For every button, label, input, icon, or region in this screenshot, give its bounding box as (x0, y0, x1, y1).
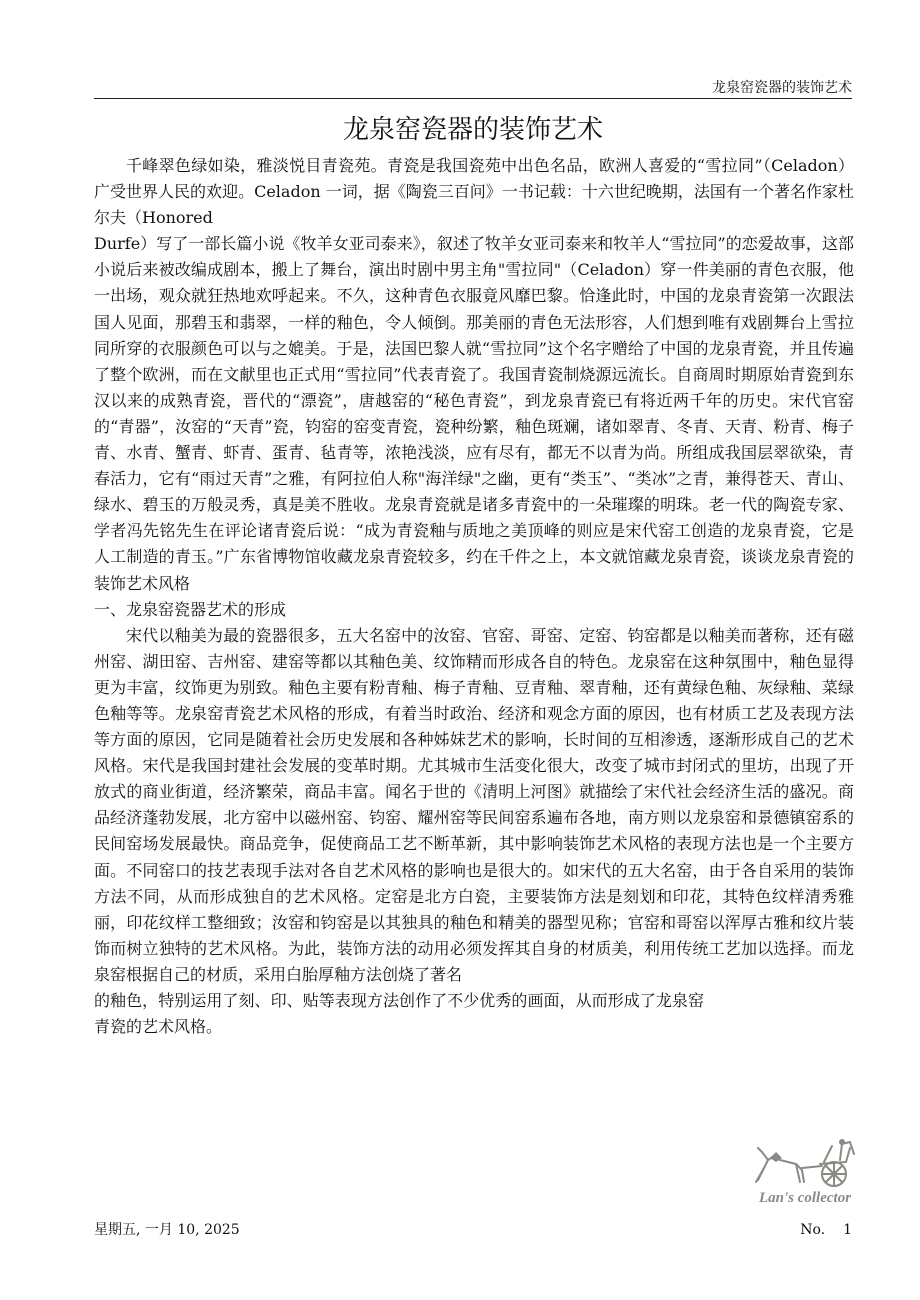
document-title: 龙泉窑瓷器的装饰艺术 (342, 115, 603, 145)
header-divider (94, 98, 852, 99)
watermark-label: Lan's collector (758, 1190, 852, 1206)
document-body (94, 153, 854, 1040)
running-header: 龙泉窑瓷器的装饰艺术 (712, 80, 852, 96)
footer-page-number (800, 1221, 852, 1239)
section-heading: 一、龙泉窑瓷器艺术的形成 (94, 599, 287, 619)
page-label: No. (800, 1222, 826, 1238)
page-number: 1 (843, 1222, 852, 1238)
paragraph-intro-part-2: Durfe）写了一部长篇小说《牧羊女亚司泰来》，叙述了牧羊女亚司泰来和牧羊人“雪拉同”的恋爱故事，这部小说后来被改编成剧本，搬上了舞台，演出时剧中男主角"雪拉同"（Celadon）穿一件美丽的青色衣服，他一出场，观众就狂热地欢呼起来。不久，这种青色衣服竟风靡巴黎。恰逢此时，中国的龙泉青瓷第一次跟法国人见面，那碧玉和翡翠，一样的釉色，令人倾倒。那美丽的青色无法形容，人们想到唯有戏剧舞台上雪拉同所穿的衣服颜色可以与之媲美。于是，法国巴黎人就“雪拉同”这个名字赠给了中国的龙泉青瓷，并且传遍了整个欧洲，而在文献里也正式用“雪拉同”代表青瓷了。我国青瓷制烧源远流长。自商周时期原始青瓷到东汉以来的成熟青瓷，晋代的“漂瓷”，唐越窑的“秘色青瓷”，到龙泉青瓷已有将近两千年的历史。宋代官窑的“青器”，汝窑的“天青”瓷，钧窑的窑变青瓷，瓷种纷繁，釉色斑斓，诸如翠青、冬青、天青、粉青、梅子青、水青、蟹青、虾青、蛋青、毡青等，浓艳浅淡，应有尽有，都无不以青为尚。所组成我国层翠欲染，青春活力，它有“雨过天青”之雅，有阿拉伯人称"海洋绿"之幽，更有“类玉”、“类冰”之青，兼得苍天、青山、绿水、碧玉的万般灵秀，真是美不胜收。龙泉青瓷就是诸多青瓷中的一朵璀璨的明珠。老一代的陶瓷专家、学者冯先铭先生在评论诸青瓷后说：“成为青瓷釉与质地之美顶峰的则应是宋代窑工创造的龙泉青瓷，它是人工制造的青玉。”广东省博物馆收藏龙泉青瓷较多，约在千件之上，本文就馆藏龙泉青瓷，谈谈龙泉青瓷的装饰艺术风格 (94, 234, 854, 593)
footer-date: 星期五, 一月 10, 2025 (94, 1222, 240, 1238)
horse-chariot-icon (746, 1138, 864, 1190)
paragraph-intro-part-1: 千峰翠色绿如染，雅淡悦目青瓷苑。青瓷是我国瓷苑中出色名品，欧洲人喜爱的“雪拉同”（Celadon）广受世界人民的欢迎。Celadon 一词，据《陶瓷三百问》一书记载：十六世纪晚期，法国有一个著名作家杜尔夫（Honored (94, 156, 854, 228)
paragraph-section-1-end: 的釉色，特别运用了刻、印、贴等表现方法创作了不少优秀的画面，从而形成了龙泉窑青瓷的艺术风格。 (94, 991, 704, 1037)
paragraph-section-1: 宋代以釉美为最的瓷器很多，五大名窑中的汝窑、官窑、哥窑、定窑、钧窑都是以釉美而著称，还有磁州窑、湖田窑、吉州窑、建窑等都以其釉色美、纹饰精而形成各自的特色。龙泉窑在这种氛围中，釉色显得更为丰富，纹饰更为别致。釉色主要有粉青釉、梅子青釉、豆青釉、翠青釉，还有黄绿色釉、灰绿釉、菜绿色釉等等。龙泉窑青瓷艺术风格的形成，有着当时政治、经济和观念方面的原因，也有材质工艺及表现方法等方面的原因，它同是随着社会历史发展和各种姊妹艺术的影响，长时间的互相渗透，逐渐形成自己的艺术风格。宋代是我国封建社会发展的变革时期。尤其城市生活变化很大，改变了城市封闭式的里坊，出现了开放式的商业街道，经济繁荣，商品丰富。闻名于世的《清明上河图》就描绘了宋代社会经济生活的盛况。商品经济蓬勃发展，北方窑中以磁州窑、钧窑、耀州窑等民间窑系遍布各地，南方则以龙泉窑和景德镇窑系的民间窑场发展最快。商品竞争，促使商品工艺不断革新，其中影响装饰艺术风格的表现方法也是一个主要方面。不同窑口的技艺表现手法对各自艺术风格的影响也是很大的。如宋代的五大名窑，由于各自采用的装饰方法不同，从而形成独自的艺术风格。定窑是北方白瓷，主要装饰方法是刻划和印花，其特色纹样清秀雅丽，印花纹样工整细致；汝窑和钧窑是以其独具的釉色和精美的器型见称；官窑和哥窑以浑厚古雅和纹片装饰而树立独特的艺术风格。为此，装饰方法的动用必须发挥其自身的材质美，利用传统工艺加以选择。而龙泉窑根据自己的材质，采用白胎厚釉方法创烧了著名 (94, 625, 854, 984)
collector-watermark (742, 1138, 868, 1212)
